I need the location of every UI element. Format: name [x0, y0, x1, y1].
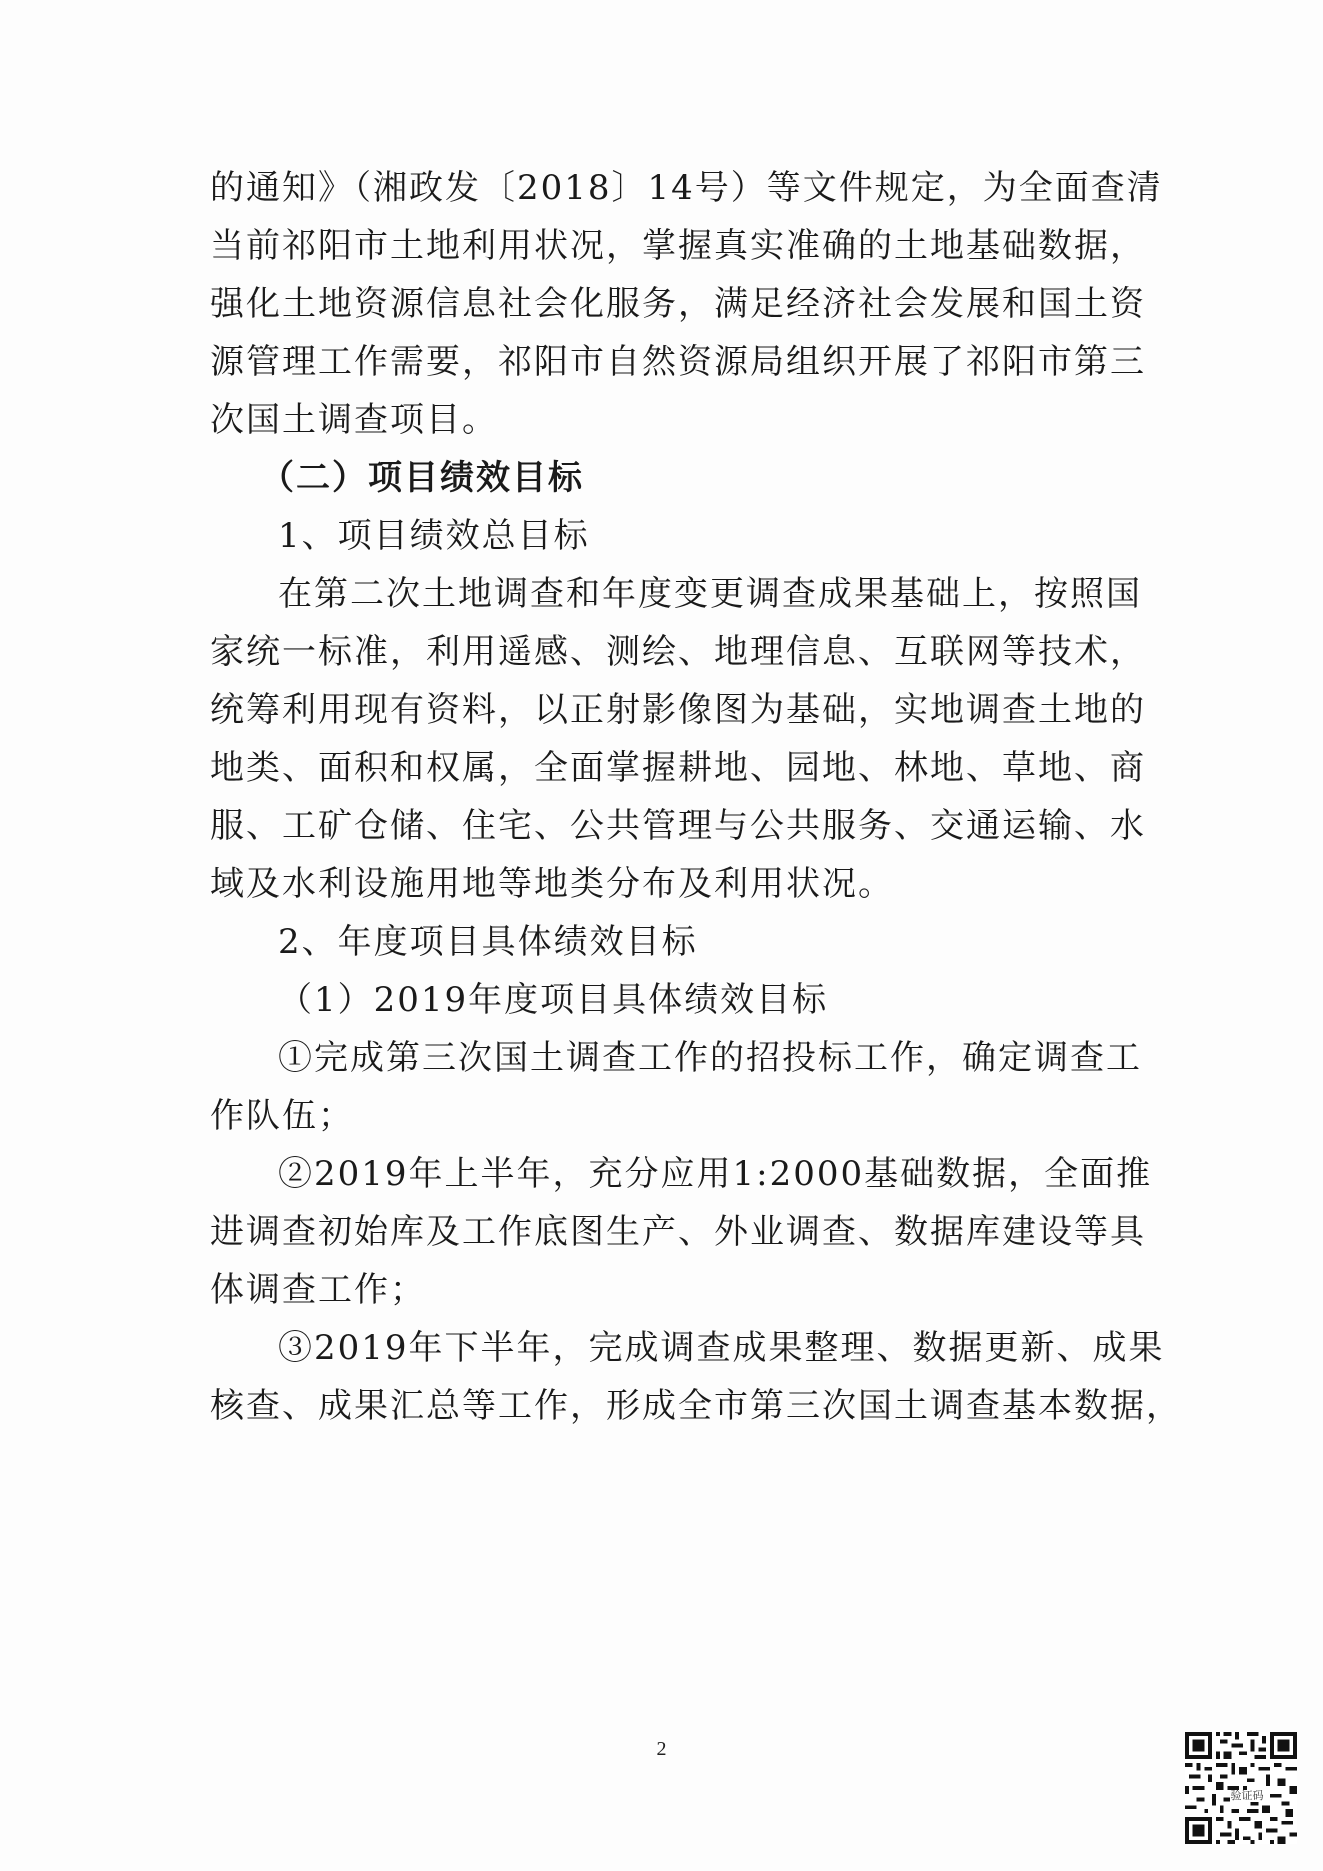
text-line: 当前祁阳市土地利用状况，掌握真实准确的土地基础数据， — [210, 226, 1146, 266]
section-heading: （二）项目绩效目标 — [260, 458, 584, 498]
text-line: 体调查工作； — [210, 1270, 426, 1310]
subsection-heading: 1、项目绩效总目标 — [278, 516, 590, 556]
qr-code-label: 验证码 — [1230, 1789, 1264, 1802]
qr-code-icon — [1185, 1732, 1297, 1844]
text-line: 作队伍； — [210, 1096, 354, 1136]
text-line: 统筹利用现有资料，以正射影像图为基础，实地调查土地的 — [210, 690, 1146, 730]
text-line: 在第二次土地调查和年度变更调查成果基础上，按照国 — [278, 574, 1142, 614]
text-line: 进调查初始库及工作底图生产、外业调查、数据库建设等具 — [210, 1212, 1146, 1252]
page-number: 2 — [656, 1738, 667, 1760]
text-line: 家统一标准，利用遥感、测绘、地理信息、互联网等技术， — [210, 632, 1146, 672]
text-line: 服、工矿仓储、住宅、公共管理与公共服务、交通运输、水 — [210, 806, 1146, 846]
text-line: ③2019年下半年，完成调查成果整理、数据更新、成果 — [278, 1328, 1165, 1368]
text-line: 核查、成果汇总等工作，形成全市第三次国土调查基本数据， — [210, 1386, 1182, 1426]
text-line: 的通知》（湘政发〔2018〕14号）等文件规定，为全面查清 — [210, 168, 1163, 208]
text-line: ①完成第三次国土调查工作的招投标工作，确定调查工 — [278, 1038, 1142, 1078]
subsection-heading: （1）2019年度项目具体绩效目标 — [278, 980, 829, 1020]
subsection-heading: 2、年度项目具体绩效目标 — [278, 922, 698, 962]
text-line: 次国土调查项目。 — [210, 400, 498, 440]
text-line: 地类、面积和权属，全面掌握耕地、园地、林地、草地、商 — [210, 748, 1146, 788]
text-line: 域及水利设施用地等地类分布及利用状况。 — [210, 864, 894, 904]
text-line: 源管理工作需要，祁阳市自然资源局组织开展了祁阳市第三 — [210, 342, 1146, 382]
text-line: ②2019年上半年，充分应用1:2000基础数据，全面推 — [278, 1154, 1153, 1194]
text-line: 强化土地资源信息社会化服务，满足经济社会发展和国土资 — [210, 284, 1146, 324]
